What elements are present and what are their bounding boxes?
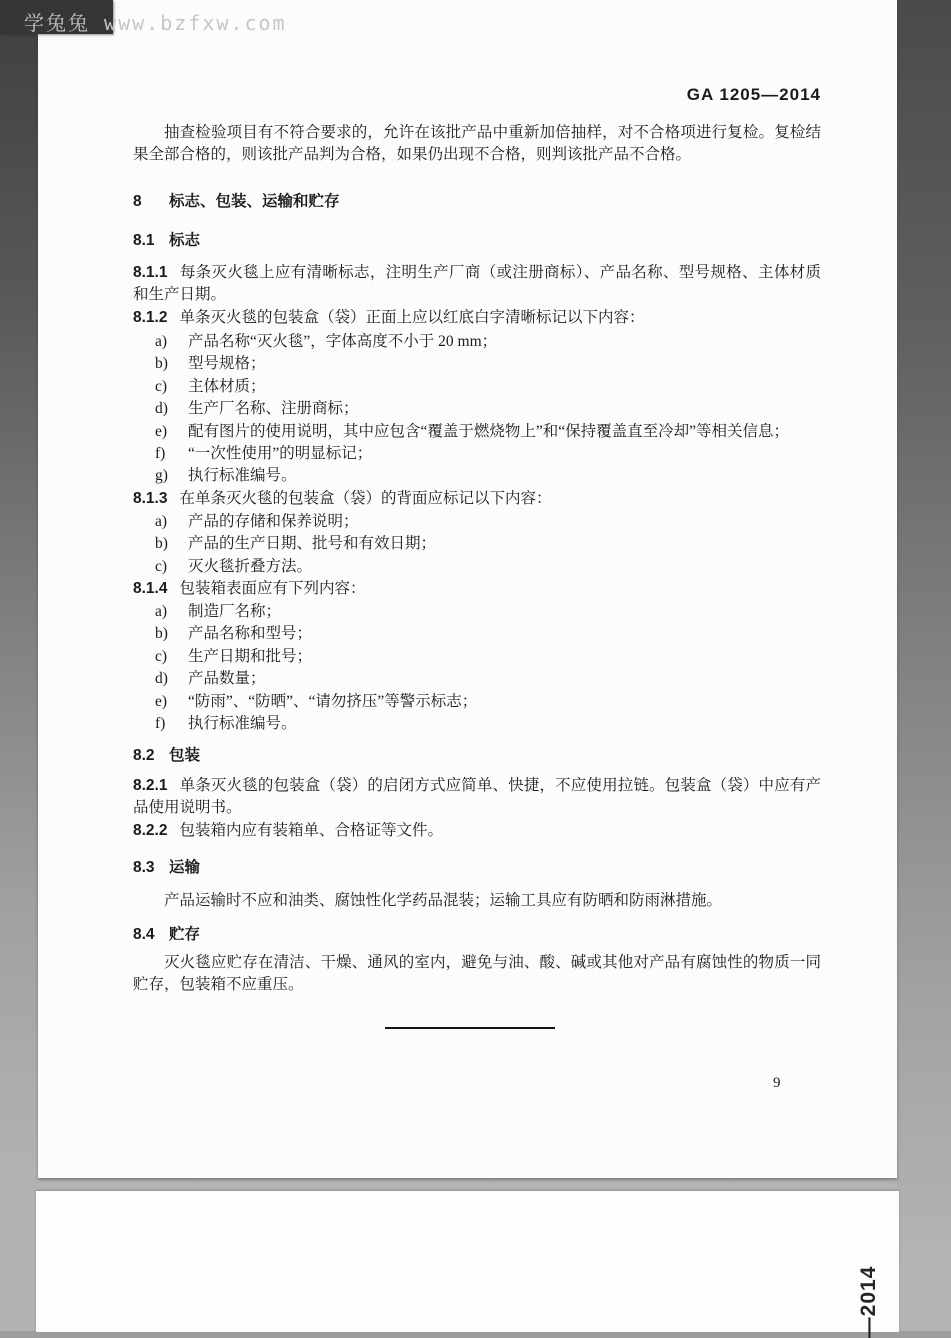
- list-item-marker: b): [155, 625, 168, 643]
- section-title: 贮存: [169, 926, 201, 943]
- clause-8.2.2: [133, 820, 821, 842]
- section-title: 包装: [169, 747, 201, 764]
- list-item-marker: e): [155, 692, 168, 710]
- end-of-text-rule: [385, 1027, 555, 1029]
- section-heading-8.2: [133, 745, 821, 767]
- list-item-marker: a): [155, 333, 168, 350]
- section-number: 8.2: [133, 747, 155, 764]
- list-item-marker: a): [155, 603, 168, 620]
- paragraph-p84: 灭火毯应贮存在清洁、干燥、通风的室内，避免与油、酸、碱或其他对产品有腐蚀性的物质一同贮存，包装箱不应重压。: [133, 954, 821, 994]
- list-item-marker: d): [155, 400, 168, 418]
- clause-item-list: [133, 601, 821, 735]
- clause-number: 8.2.2: [133, 822, 168, 839]
- list-item-marker: g): [155, 467, 168, 485]
- list-item-d: [133, 668, 821, 690]
- next-page-edge: [36, 1191, 899, 1332]
- list-item-text: 产品的生产日期、批号和有效日期；: [188, 535, 437, 553]
- list-item-c: [133, 376, 821, 398]
- list-item-text: “防雨”、“防晒”、“请勿挤压”等警示标志；: [188, 692, 478, 710]
- clause-number: 8.1.2: [133, 309, 168, 326]
- clause-8.1.3: [133, 488, 821, 510]
- clause-text: 包装箱内应有装箱单、合格证等文件。: [179, 822, 443, 839]
- next-page-spine-text: —2014: [857, 1265, 880, 1338]
- list-item-a: [133, 601, 821, 623]
- clause-item-list: [133, 331, 821, 488]
- section-heading-8.4: [133, 924, 821, 946]
- clause-text: 每条灭火毯上应有清晰标志，注明生产厂商（或注册商标）、产品名称、型号规格、主体材质和生产日期。: [133, 264, 821, 304]
- list-item-f: [133, 443, 821, 465]
- list-item-c: [133, 556, 821, 578]
- section-title: 标志: [169, 232, 201, 249]
- section-number: 8: [133, 193, 142, 210]
- section-heading-8: [133, 191, 821, 213]
- section-number: 8.4: [133, 926, 155, 943]
- list-item-b: [133, 353, 821, 375]
- clause-8.1.4: [133, 578, 821, 600]
- list-item-text: 产品名称和型号；: [188, 625, 313, 643]
- list-item-text: 灭火毯折叠方法。: [188, 557, 313, 575]
- section-title: 运输: [169, 859, 201, 876]
- clause-item-list: [133, 511, 821, 578]
- list-item-text: 制造厂名称；: [188, 603, 282, 620]
- clause-number: 8.1.3: [133, 490, 168, 507]
- section-title: 标志、包装、运输和贮存: [169, 193, 340, 210]
- list-item-e: [133, 691, 821, 713]
- list-item-text: 型号规格；: [188, 355, 266, 373]
- list-item-text: 产品的存储和保养说明；: [188, 513, 359, 530]
- list-item-text: “一次性使用”的明显标记；: [188, 444, 373, 462]
- page-number: 9: [773, 1075, 781, 1091]
- list-item-marker: c): [155, 377, 168, 395]
- list-item-b: [133, 533, 821, 555]
- list-item-marker: b): [155, 355, 168, 373]
- list-item-marker: f): [155, 714, 166, 732]
- document-page: [38, 0, 897, 1178]
- list-item-a: [133, 511, 821, 533]
- list-item-e: [133, 421, 821, 443]
- section-number: 8.3: [133, 859, 155, 876]
- page-content: [133, 0, 821, 1178]
- section-heading-8.1: [133, 230, 821, 252]
- list-item-text: 生产日期和批号；: [188, 647, 313, 665]
- clause-text: 包装箱表面应有下列内容：: [179, 580, 366, 597]
- clause-8.1.2: [133, 307, 821, 329]
- scanner-left-band: [0, 0, 38, 1331]
- clause-number: 8.2.1: [133, 777, 168, 794]
- paragraph-p83: 产品运输时不应和油类、腐蚀性化学药品混装；运输工具应有防晒和防雨淋措施。: [164, 892, 723, 909]
- list-item-marker: d): [155, 670, 168, 688]
- scanner-right-band: [897, 0, 951, 1331]
- standard-code-header: GA 1205—2014: [686, 85, 821, 104]
- paragraph-intro: 抽查检验项目有不符合要求的，允许在该批产品中重新加倍抽样，对不合格项进行复检。复检结果全部合格的，则该批产品判为合格，如果仍出现不合格，则判该批产品不合格。: [133, 124, 821, 164]
- list-item-marker: b): [155, 535, 168, 553]
- clause-text: 单条灭火毯的包装盒（袋）正面上应以红底白字清晰标记以下内容：: [179, 309, 645, 326]
- clause-8.1.1: [133, 262, 821, 307]
- list-item-text: 生产厂名称、注册商标；: [188, 400, 359, 418]
- section-heading-8.3: [133, 857, 821, 879]
- list-item-marker: f): [155, 444, 166, 462]
- list-item-text: 执行标准编号。: [188, 714, 297, 732]
- list-item-text: 执行标准编号。: [188, 467, 297, 485]
- list-item-text: 产品数量；: [188, 670, 266, 688]
- list-item-marker: c): [155, 557, 168, 575]
- list-item-text: 产品名称“灭火毯”，字体高度不小于 20 mm；: [188, 333, 498, 350]
- list-item-d: [133, 398, 821, 420]
- list-item-marker: a): [155, 513, 168, 530]
- list-item-g: [133, 465, 821, 487]
- clause-8.2.1: [133, 775, 821, 820]
- section-number: 8.1: [133, 232, 155, 249]
- list-item-text: 配有图片的使用说明，其中应包含“覆盖于燃烧物上”和“保持覆盖直至冷却”等相关信息；: [188, 422, 790, 440]
- watermark-text: 学兔兔 www.bzfxw.com: [24, 11, 287, 35]
- list-item-c: [133, 646, 821, 668]
- list-item-text: 主体材质；: [188, 377, 266, 395]
- clause-number: 8.1.1: [133, 264, 168, 281]
- clause-text: 单条灭火毯的包装盒（袋）的启闭方式应简单、快捷，不应使用拉链。包装盒（袋）中应有产品使用说明书。: [133, 777, 821, 817]
- list-item-b: [133, 623, 821, 645]
- list-item-marker: c): [155, 647, 168, 665]
- clause-number: 8.1.4: [133, 580, 168, 597]
- list-item-f: [133, 713, 821, 735]
- list-item-marker: e): [155, 422, 168, 440]
- clause-text: 在单条灭火毯的包装盒（袋）的背面应标记以下内容：: [179, 490, 552, 507]
- list-item-a: [133, 331, 821, 353]
